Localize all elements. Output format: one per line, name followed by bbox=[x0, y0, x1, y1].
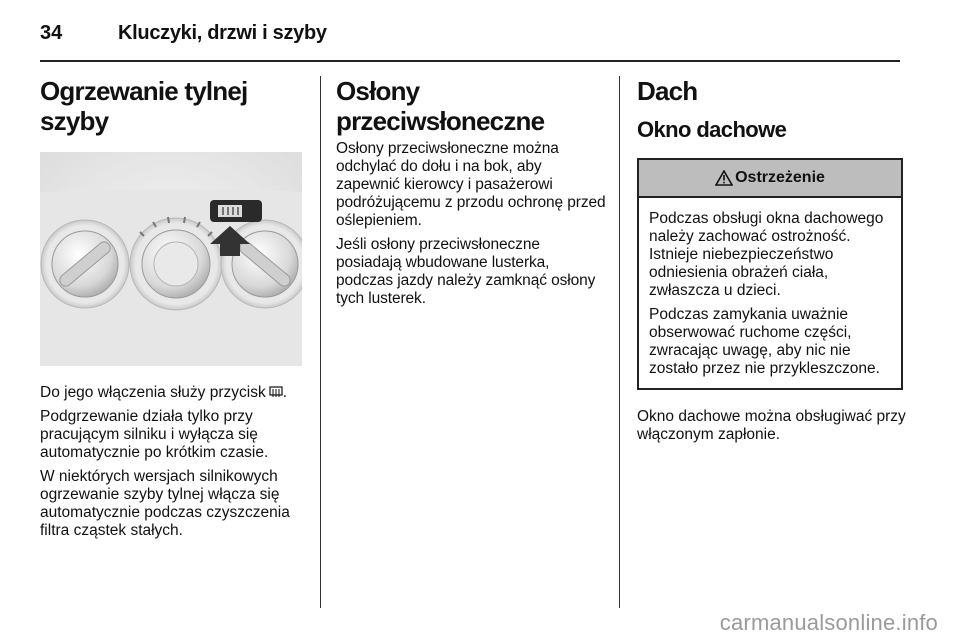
paragraph-sun-visors-2: Jeśli osłony przeciwsłoneczne posiadają wbudowane lusterka, podczas jazdy należy zamknąć osłony tych lusterek. bbox=[336, 236, 596, 307]
paragraph-sun-visors-1: Osłony przeciwsłoneczne można odchylać do dołu i na bok, aby zapewnić kierowcy i pasażerowi podróżującemu z przodu ochronę przed oślepieniem. bbox=[336, 140, 606, 229]
header-rule bbox=[40, 60, 900, 62]
warning-triangle-icon bbox=[715, 170, 733, 186]
page-number: 34 bbox=[40, 22, 63, 44]
middle-column bbox=[336, 76, 606, 314]
climate-control-panel-illustration bbox=[40, 152, 302, 366]
section-heading-sun-visors: Osłony przeciwsłoneczne bbox=[336, 76, 545, 136]
warning-paragraph-2: Podczas zamykania uważnie obserwować ruchome części, zwracając uwagę, aby nic nie zostało przez nie przykleszczone. bbox=[649, 306, 880, 377]
section-heading-rear-window-heating: Ogrzewanie tylnej szyby bbox=[40, 76, 248, 136]
section-heading-roof: Dach bbox=[637, 76, 698, 106]
warning-header bbox=[639, 160, 901, 198]
paragraph-sunroof-ignition: Okno dachowe można obsługiwać przy włączonym zapłonie. bbox=[637, 408, 906, 443]
column-divider-1 bbox=[320, 76, 321, 608]
chapter-title: Kluczyki, drzwi i szyby bbox=[118, 22, 327, 44]
warning-body bbox=[639, 198, 901, 388]
caption-rear-window-button bbox=[40, 384, 308, 402]
rear-window-heating-icon bbox=[269, 386, 283, 398]
page-header bbox=[40, 18, 900, 48]
column-divider-2 bbox=[619, 76, 620, 608]
warning-paragraph-1: Podczas obsługi okna dachowego należy zachować ostrożność. Istnieje niebezpieczeństwo odniesienia obrażeń ciała, zwłaszcza u dzieci. bbox=[649, 210, 884, 299]
right-column bbox=[637, 76, 907, 450]
watermark: carmanualsonline.info bbox=[719, 610, 938, 635]
left-column bbox=[40, 76, 308, 546]
caption-text: Do jego włączenia służy przycisk bbox=[40, 384, 266, 401]
paragraph-heating-filter: W niektórych wersjach silnikowych ogrzewanie szyby tylnej włącza się automatycznie podczas czyszczenia filtra cząstek stałych. bbox=[40, 468, 290, 539]
warning-box bbox=[637, 158, 903, 390]
caption-end: . bbox=[282, 384, 288, 401]
subheading-sunroof: Okno dachowe bbox=[637, 117, 787, 142]
paragraph-heating-operation: Podgrzewanie działa tylko przy pracującym silniku i wyłącza się automatycznie po krótkim czasie. bbox=[40, 408, 269, 461]
warning-title: Ostrzeżenie bbox=[735, 169, 825, 186]
